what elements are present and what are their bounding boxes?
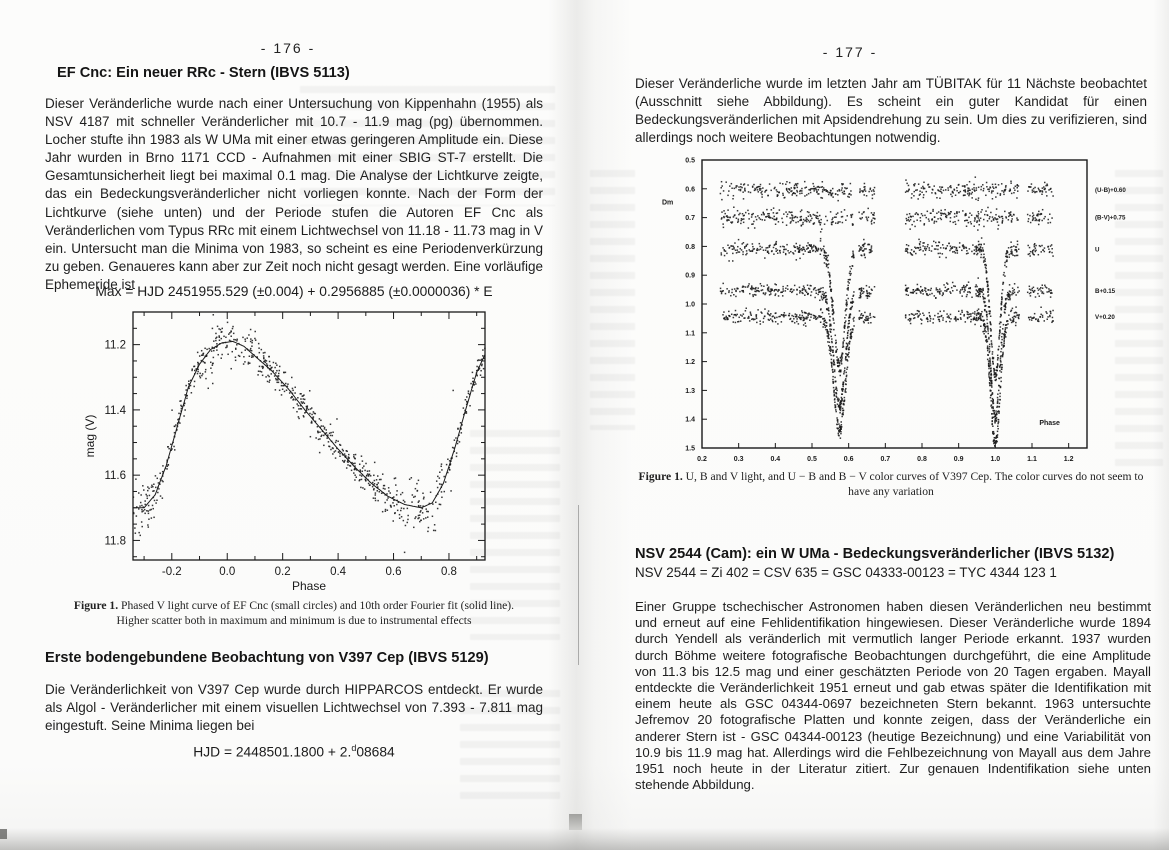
caption-text: U, B and V light, and U − B and B − V color curves of V397 Cep. The color curves do not seem to have any variation <box>682 470 1144 498</box>
svg-text:1.1: 1.1 <box>1027 456 1037 463</box>
heading-ef-cnc: EF Cnc: Ein neuer RRc - Stern (IBVS 5113) <box>57 65 350 81</box>
svg-text:0.8: 0.8 <box>440 566 457 578</box>
figure-v397 <box>648 152 1160 475</box>
caption-label: Figure 1. <box>73 599 119 612</box>
svg-text:0.5: 0.5 <box>807 456 817 463</box>
caption-text: Phased V light curve of EF Cnc (small circles) and 10th order Fourier fit (solid line). Higher scatter both in maximum and minimum is due to instrumental effects <box>116 599 515 627</box>
caption-figure-v397 <box>627 469 1155 499</box>
svg-text:0.3: 0.3 <box>733 456 744 463</box>
paragraph-nsv-2544: Einer Gruppe tschechischer Astronomen haben diesen Veränderlichen neu bestimmt und erneut auf eine Fehlidentifikation hingewiesen. Dieser Veränderliche wurde 1894 durch Yendell als veränderlich mit vermutlich langer Periode erkannt. 1937 wurden durch Böhme weitere fotografische Beobachtungen durchgeführt, die eine Amplitude von 11.3 bis 12.5 mag und einer geschätzten Periode von 20 Tagen ergaben. Mayall entdeckte die Veränderlichkeit 1951 erneut und gab etwas später die Identifikation mit einem heute als GSC 04344-0697 bezeichneten Stern bekannt. 1963 untersuchte Jefremov 20 fotografische Platten und konnte zeigen, dass der Veränderliche ein anderer Stern ist - GSC 04344-00123 (heutige Bezeichnung) und eine Variabilität von 10.9 bis 11.9 mag hat. Allerdings wird die Fehlbezeichnung von Mayall aus dem Jahre 1951 noch heute in der Literatur zitiert. Zur genauen Indentifikation siehe unten stehende Abbildung. <box>635 599 1151 793</box>
svg-text:11.6: 11.6 <box>104 470 126 483</box>
svg-text:1.5: 1.5 <box>685 445 695 453</box>
svg-text:Dm: Dm <box>662 199 674 207</box>
formula-pre: HJD = 2448501.1800 + 2. <box>193 744 352 760</box>
svg-text:0.7: 0.7 <box>880 456 891 463</box>
svg-text:0.0: 0.0 <box>219 566 236 578</box>
svg-text:0.4: 0.4 <box>770 456 781 463</box>
page-number-177: - 177 - <box>822 44 878 60</box>
svg-text:1.4: 1.4 <box>685 416 695 424</box>
svg-text:11.4: 11.4 <box>104 404 126 417</box>
svg-text:0.6: 0.6 <box>685 186 695 194</box>
ephemeris-formula-ef-cnc: Max = HJD 2451955.529 (±0.004) + 0.2956885 (±0.0000036) * E <box>95 284 493 299</box>
efcnc-chart-svg <box>80 302 525 602</box>
svg-text:1.3: 1.3 <box>685 387 695 395</box>
svg-text:1.2: 1.2 <box>1063 456 1074 463</box>
paragraph-ef-cnc: Dieser Veränderliche wurde nach einer Untersuchung von Kippenhahn (1955) als NSV 4187 mit schneller Veränderlicher mit 10.7 - 11.9 mag (pg) übernommen. Locher stufte ihn 1983 als W UMa mit einer etwas geringeren Amplitude ein. Diese Jahr wurden in Brno 1171 CCD - Aufnahmen mit einer SBIG ST-7 erstellt. Die Gesamtunsicherheit liegt bei maximal 0.1 mag. Die Analyse der Lichtkurve zeigte, das ein Bedeckungsveränderlicher nicht vorliegen konnte. Nach der Form der Lichtkurve (siehe unten) und der Periode stufen die Autoren EF Cnc als Veränderlichen vom Typus RRc mit einem Lichtwechsel von 11.18 - 11.73 mag in V ein. Untersucht man die Minima von 1983, so scheint es eine Periodenverkürzung zu geben. Genaueres kann aber zur Zeit noch nicht gesagt werden. Eine vorläufige Ephemeride ist <box>45 96 543 292</box>
svg-text:11.8: 11.8 <box>104 535 126 548</box>
svg-text:0.6: 0.6 <box>385 566 402 578</box>
bleed-through-artifact <box>590 170 635 430</box>
spine-crease-line <box>578 505 579 665</box>
caption-figure-ef-cnc <box>58 598 530 628</box>
paragraph-v397-ground: Die Veränderlichkeit von V397 Cep wurde durch HIPPARCOS entdeckt. Er wurde als Algol - Veränderlicher mit einem visuellen Lichtwechsel von 7.393 - 7.811 mag eingestuft. Seine Minima liegen bei <box>45 682 543 734</box>
svg-text:11.2: 11.2 <box>104 339 126 352</box>
heading-v397-ground: Erste bodengebundene Beobachtung von V397 Cep (IBVS 5129) <box>45 650 489 666</box>
svg-text:0.9: 0.9 <box>953 456 964 463</box>
page-corner-mark <box>0 829 7 839</box>
svg-text:mag (V): mag (V) <box>83 414 97 458</box>
spine-bottom-mark <box>569 814 582 830</box>
svg-text:(U-B)+0.60: (U-B)+0.60 <box>1095 187 1126 195</box>
svg-text:(B-V)+0.75: (B-V)+0.75 <box>1095 214 1126 222</box>
svg-text:V+0.20: V+0.20 <box>1095 313 1115 321</box>
page-number-176: - 176 - <box>260 40 316 56</box>
heading-nsv-2544: NSV 2544 (Cam): ein W UMa - Bedeckungsveränderlicher (IBVS 5132) <box>635 546 1115 562</box>
svg-text:B+0.15: B+0.15 <box>1095 288 1116 296</box>
svg-text:0.6: 0.6 <box>843 456 854 463</box>
svg-text:1.2: 1.2 <box>685 359 695 367</box>
svg-text:0.4: 0.4 <box>330 566 347 578</box>
svg-text:Phase: Phase <box>291 579 327 593</box>
caption-label: Figure 1. <box>638 470 683 483</box>
svg-text:1.0: 1.0 <box>990 456 1001 463</box>
formula-sup-d: d <box>351 743 357 753</box>
svg-text:U: U <box>1095 246 1100 254</box>
svg-text:0.8: 0.8 <box>685 243 695 251</box>
svg-text:1.0: 1.0 <box>685 301 695 309</box>
v397-chart-svg <box>648 152 1160 470</box>
page-177 <box>585 0 1169 850</box>
svg-text:0.5: 0.5 <box>685 157 695 165</box>
svg-text:0.2: 0.2 <box>697 456 707 463</box>
svg-text:0.2: 0.2 <box>274 566 291 578</box>
svg-text:0.8: 0.8 <box>917 456 927 463</box>
svg-text:0.7: 0.7 <box>685 215 695 223</box>
identifiers-nsv-2544: NSV 2544 = Zi 402 = CSV 635 = GSC 04333-00123 = TYC 4344 123 1 <box>635 565 1057 580</box>
formula-post: 08684 <box>356 744 395 760</box>
svg-text:0.9: 0.9 <box>685 272 695 280</box>
figure-ef-cnc <box>80 302 525 607</box>
svg-text:-0.2: -0.2 <box>161 566 182 578</box>
paragraph-v397-tubitak: Dieser Veränderliche wurde im letzten Jahr am TÜBITAK für 11 Nächste beobachtet (Ausschnitt siehe Abbildung). Es scheint ein guter Kandidat für einen Bedeckungsveränderlichen mit Apsidendrehung zu sein. Um dies zu verifizieren, sind allerdings noch weitere Beobachtungen notwendig. <box>635 76 1147 146</box>
minima-formula-v397 <box>45 743 543 760</box>
svg-text:1.1: 1.1 <box>685 330 695 338</box>
svg-text:Phase: Phase <box>1039 419 1060 427</box>
